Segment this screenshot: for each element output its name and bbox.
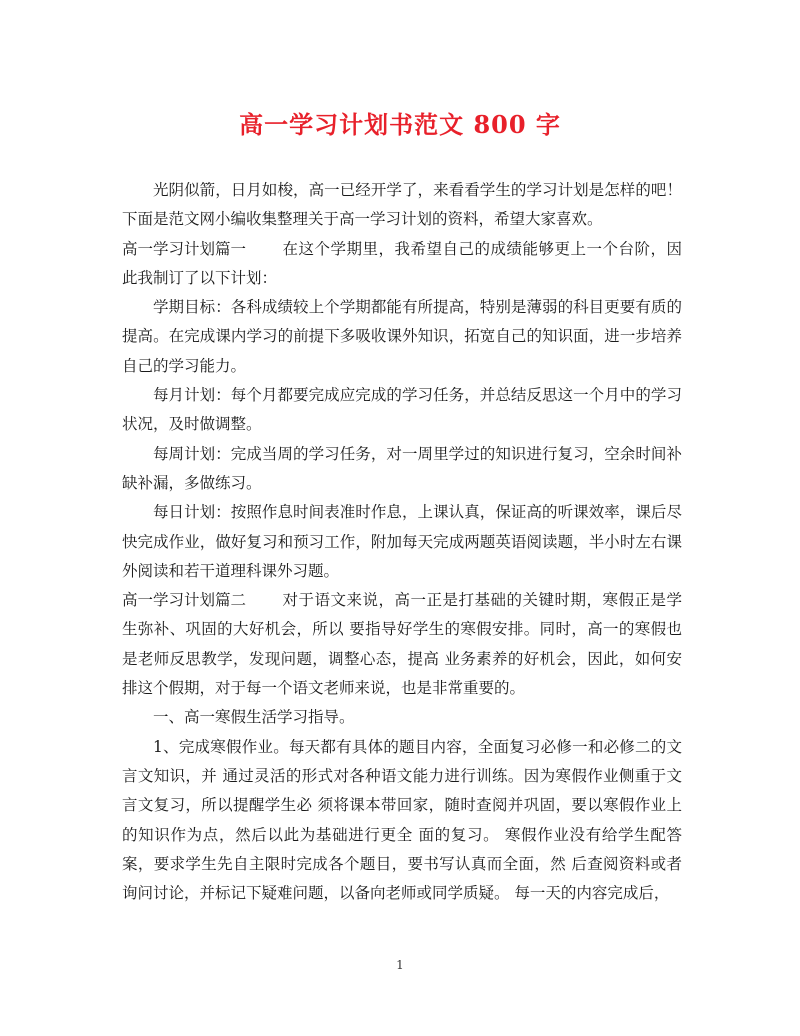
section-one-label: 高一学习计划篇一 <box>122 239 247 258</box>
section-two-text: 对于语文来说，高一正是打基础的关键时期，寒假正是学生弥补、巩固的大好机会，所以 要指导好学生的寒假安排。同时，高一的寒假也是老师反思教学，发现问题，调整心态，提高 业务素养的好机会，因此，如何安排这个假期，对于每一个语文老师来说，也是非常重要的。 <box>122 591 682 698</box>
document-title: 高一学习计划书范文 800 字 <box>239 110 561 139</box>
section-one-text: 在这个学期里，我希望自己的成绩能够更上一个台阶，因此我制订了以下计划： <box>122 239 682 287</box>
weekly-plan-paragraph: 每周计划：完成当周的学习任务，对一周里学过的知识进行复习，空余时间补缺补漏，多做练习。 <box>122 444 682 492</box>
document-body <box>122 176 682 908</box>
intro-paragraph: 光阴似箭，日月如梭，高一已经开学了，来看看学生的学习计划是怎样的吧！下面是范文网小编收集整理关于高一学习计划的资料，希望大家喜欢。 <box>122 181 682 229</box>
daily-plan-paragraph: 每日计划：按照作息时间表准时作息，上课认真，保证高的听课效率，课后尽快完成作业，做好复习和预习工作，附加每天完成两题英语阅读题，半小时左右课外阅读和若干道理科课外习题。 <box>122 503 682 580</box>
monthly-plan-paragraph: 每月计划：每个月都要完成应完成的学习任务，并总结反思这一个月中的学习状况，及时做调整。 <box>122 386 682 434</box>
winter-homework-paragraph: 1、完成寒假作业。每天都有具体的题目内容，全面复习必修一和必修二的文言文知识，并 通过灵活的形式对各种语文能力进行训练。因为寒假作业侧重于文言文复习，所以提醒学生必 须将课本带回家，随时查阅并巩固，要以寒假作业上的知识作为点，然后以此为基础进行更全 面的复习。 寒假作业没有给学生配答案，要求学生先自主限时完成各个题目，要书写认真而全面，然 后查阅资料或者询问讨论，并标记下疑难问题，以备向老师或同学质疑。 每一天的内容完成后， <box>122 737 682 903</box>
section-one-heading-paragraph <box>122 235 682 294</box>
section-two-label: 高一学习计划篇二 <box>122 591 247 610</box>
winter-guidance-heading: 一、高一寒假生活学习指导。 <box>153 708 355 727</box>
section-two-heading-paragraph <box>122 586 682 703</box>
term-goal-paragraph: 学期目标：各科成绩较上个学期都能有所提高，特别是薄弱的科目更要有质的提高。在完成课内学习的前提下多吸收课外知识，拓宽自己的知识面，进一步培养自己的学习能力。 <box>122 298 682 375</box>
page-number: 1 <box>396 958 404 972</box>
